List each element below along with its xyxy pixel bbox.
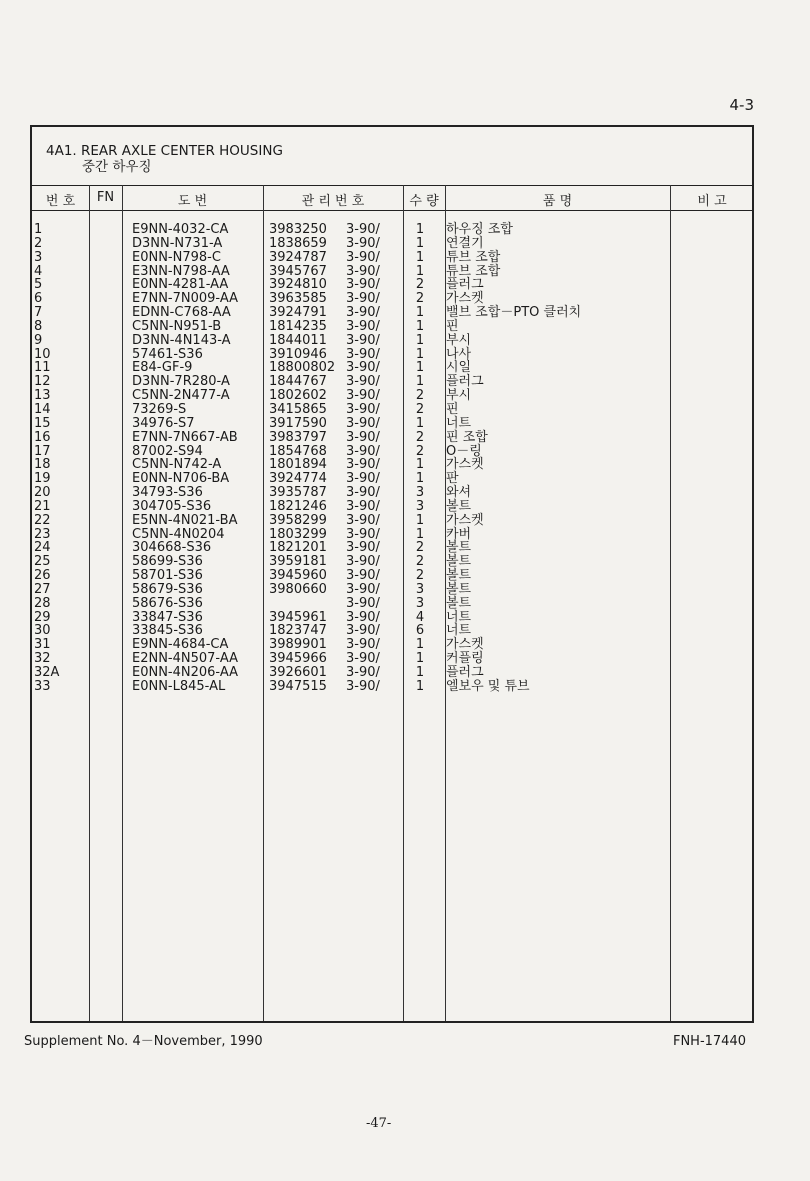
table-row xyxy=(32,403,752,417)
effective-date: 3-90/ xyxy=(346,305,380,321)
quantity: 4 xyxy=(415,609,425,625)
quantity: 3 xyxy=(415,595,425,611)
table-row xyxy=(32,223,752,237)
part-number: E0NN-N706-BA xyxy=(132,471,230,487)
effective-date: 3-90/ xyxy=(346,651,380,667)
effective-date: 3-90/ xyxy=(346,332,380,348)
row-number: 5 xyxy=(34,277,43,293)
supplement-note: Supplement No. 4－November, 1990 xyxy=(24,1034,263,1049)
section-title xyxy=(46,143,283,175)
part-number: D3NN-7R280-A xyxy=(132,374,230,390)
part-description: 튜브 조합 xyxy=(446,263,501,279)
table-row xyxy=(32,541,752,555)
quantity: 1 xyxy=(415,332,425,348)
quantity: 2 xyxy=(415,401,425,417)
quantity: 1 xyxy=(415,457,425,473)
part-number: E9NN-4032-CA xyxy=(132,222,229,237)
effective-date: 3-90/ xyxy=(346,249,380,265)
table-row xyxy=(32,431,752,445)
row-number: 15 xyxy=(34,415,51,431)
title-english: 4A1. REAR AXLE CENTER HOUSING xyxy=(46,143,283,159)
part-number: C5NN-2N477-A xyxy=(132,388,230,404)
part-number: 304705-S36 xyxy=(132,498,212,514)
row-number: 32 xyxy=(34,651,51,667)
management-number: 1821246 xyxy=(269,498,327,514)
quantity: 1 xyxy=(415,415,425,431)
management-number: 1803299 xyxy=(269,526,327,542)
part-description: 핀 조합 xyxy=(446,429,488,445)
row-number: 7 xyxy=(34,305,43,321)
table-row xyxy=(32,265,752,279)
table-row xyxy=(32,652,752,666)
quantity: 3 xyxy=(415,498,425,514)
table-row xyxy=(32,375,752,389)
management-number: 3924787 xyxy=(269,249,327,265)
table-row xyxy=(32,472,752,486)
quantity: 2 xyxy=(415,277,425,293)
table-row xyxy=(32,445,752,459)
row-number: 31 xyxy=(34,637,51,653)
effective-date: 3-90/ xyxy=(346,678,380,694)
row-number: 19 xyxy=(34,471,51,487)
quantity: 2 xyxy=(415,388,425,404)
effective-date: 3-90/ xyxy=(346,360,380,376)
part-description: 튜브 조합 xyxy=(446,249,501,265)
header-fn: FN xyxy=(96,190,115,205)
quantity: 2 xyxy=(415,540,425,556)
effective-date: 3-90/ xyxy=(346,568,380,584)
quantity: 2 xyxy=(415,554,425,570)
table-row xyxy=(32,251,752,265)
part-number: 34793-S36 xyxy=(132,485,203,501)
part-number: C5NN-N951-B xyxy=(132,318,222,334)
parts-table-frame xyxy=(30,125,754,1023)
quantity: 1 xyxy=(415,360,425,376)
management-number: 1854768 xyxy=(269,443,327,459)
part-description: 가스켓 xyxy=(446,291,484,307)
management-number: 1838659 xyxy=(269,235,327,251)
effective-date: 3-90/ xyxy=(346,498,380,514)
header-remarks: 비 고 xyxy=(697,194,727,209)
quantity: 1 xyxy=(415,305,425,321)
row-number: 29 xyxy=(34,609,51,625)
header-description: 품 명 xyxy=(542,194,573,209)
table-row xyxy=(32,638,752,652)
part-number: E84-GF-9 xyxy=(132,360,193,376)
management-number: 1802602 xyxy=(269,388,327,404)
quantity: 1 xyxy=(415,512,425,528)
effective-date: 3-90/ xyxy=(346,291,380,307)
header-mgmt-number: 관 리 번 호 xyxy=(301,194,365,209)
table-header xyxy=(32,185,752,211)
row-number: 26 xyxy=(34,568,51,584)
table-body xyxy=(32,223,752,694)
part-number: 58699-S36 xyxy=(132,554,203,570)
quantity: 1 xyxy=(415,637,425,653)
row-number: 27 xyxy=(34,581,51,597)
document-code: FNH-17440 xyxy=(672,1034,746,1049)
part-description: 너트 xyxy=(446,609,472,625)
row-number: 32A xyxy=(34,665,60,680)
part-description: 연결기 xyxy=(446,235,484,251)
effective-date: 3-90/ xyxy=(346,485,380,501)
part-description: 가스켓 xyxy=(446,457,484,473)
part-number: E7NN-7N667-AB xyxy=(132,429,238,445)
effective-date: 3-90/ xyxy=(346,526,380,542)
effective-date: 3-90/ xyxy=(346,581,380,597)
part-description: 볼트 xyxy=(446,498,472,514)
table-row xyxy=(32,334,752,348)
management-number: 3926601 xyxy=(269,665,327,680)
effective-date: 3-90/ xyxy=(346,637,380,653)
part-number: 57461-S36 xyxy=(132,346,203,362)
row-number: 12 xyxy=(34,374,51,390)
row-number: 14 xyxy=(34,401,51,417)
effective-date: 3-90/ xyxy=(346,665,380,680)
effective-date: 3-90/ xyxy=(346,554,380,570)
quantity: 3 xyxy=(415,581,425,597)
part-description: 플러그 xyxy=(446,277,484,293)
table-row xyxy=(32,597,752,611)
part-description: 엘보우 및 튜브 xyxy=(446,678,530,694)
part-number: 58701-S36 xyxy=(132,568,203,584)
table-row xyxy=(32,486,752,500)
part-description: 나사 xyxy=(446,346,472,362)
management-number: 3924810 xyxy=(269,277,327,293)
quantity: 1 xyxy=(415,471,425,487)
table-row xyxy=(32,500,752,514)
effective-date: 3-90/ xyxy=(346,595,380,611)
part-description: 너트 xyxy=(446,623,472,639)
table-row xyxy=(32,624,752,638)
management-number: 1814235 xyxy=(269,318,327,334)
header-no: 번 호 xyxy=(45,194,76,209)
part-number: 33847-S36 xyxy=(132,609,203,625)
row-number: 22 xyxy=(34,512,51,528)
management-number: 1823747 xyxy=(269,623,327,639)
part-description: 핀 xyxy=(446,401,459,417)
quantity: 1 xyxy=(415,374,425,390)
part-description: 볼트 xyxy=(446,595,472,611)
table-row xyxy=(32,680,752,694)
effective-date: 3-90/ xyxy=(346,415,380,431)
row-number: 1 xyxy=(34,222,43,237)
part-number: D3NN-N731-A xyxy=(132,235,223,251)
management-number: 3959181 xyxy=(269,554,327,570)
part-number: EDNN-C768-AA xyxy=(132,305,231,321)
table-row xyxy=(32,348,752,362)
table-row xyxy=(32,237,752,251)
row-number: 6 xyxy=(34,291,43,307)
part-number: E0NN-N798-C xyxy=(132,249,221,265)
row-number: 25 xyxy=(34,554,51,570)
management-number: 18800802 xyxy=(269,360,336,376)
table-row xyxy=(32,361,752,375)
row-number: 20 xyxy=(34,485,51,501)
effective-date: 3-90/ xyxy=(346,429,380,445)
management-number: 3983250 xyxy=(269,222,327,237)
part-number: 33845-S36 xyxy=(132,623,203,639)
page-number: 4-3 xyxy=(729,96,754,114)
table-row xyxy=(32,458,752,472)
quantity: 1 xyxy=(415,222,425,237)
part-number: 34976-S7 xyxy=(132,415,195,431)
quantity: 1 xyxy=(415,678,425,694)
management-number: 3924791 xyxy=(269,305,327,321)
row-number: 10 xyxy=(34,346,51,362)
management-number: 3415865 xyxy=(269,401,327,417)
effective-date: 3-90/ xyxy=(346,263,380,279)
table-row xyxy=(32,278,752,292)
row-number: 13 xyxy=(34,388,51,404)
quantity: 1 xyxy=(415,263,425,279)
management-number: 3935787 xyxy=(269,485,327,501)
part-description: 시일 xyxy=(446,360,472,376)
effective-date: 3-90/ xyxy=(346,609,380,625)
quantity: 1 xyxy=(415,526,425,542)
part-description: 가스켓 xyxy=(446,637,484,653)
part-description: 카버 xyxy=(446,526,472,542)
row-number: 24 xyxy=(34,540,51,556)
folio-number: -47- xyxy=(366,1116,392,1131)
quantity: 2 xyxy=(415,568,425,584)
part-number: C5NN-4N0204 xyxy=(132,526,225,542)
table-row xyxy=(32,611,752,625)
part-number: E2NN-4N507-AA xyxy=(132,651,238,667)
part-number: E0NN-L845-AL xyxy=(132,678,226,694)
row-number: 2 xyxy=(34,235,43,251)
management-number: 3983797 xyxy=(269,429,327,445)
management-number: 3980660 xyxy=(269,581,327,597)
table-row xyxy=(32,306,752,320)
table-row xyxy=(32,292,752,306)
table-row xyxy=(32,417,752,431)
part-number: E7NN-7N009-AA xyxy=(132,291,238,307)
part-number: E9NN-4684-CA xyxy=(132,637,229,653)
table-row xyxy=(32,555,752,569)
part-description: O－링 xyxy=(446,443,482,459)
effective-date: 3-90/ xyxy=(346,388,380,404)
management-number: 3947515 xyxy=(269,678,327,694)
table-row xyxy=(32,569,752,583)
management-number: 3963585 xyxy=(269,291,327,307)
part-number: E3NN-N798-AA xyxy=(132,263,230,279)
management-number: 3945961 xyxy=(269,609,327,625)
effective-date: 3-90/ xyxy=(346,318,380,334)
effective-date: 3-90/ xyxy=(346,346,380,362)
part-description: 가스켓 xyxy=(446,512,484,528)
row-number: 18 xyxy=(34,457,51,473)
row-number: 11 xyxy=(34,360,51,376)
part-number: E5NN-4N021-BA xyxy=(132,512,238,528)
quantity: 6 xyxy=(415,623,425,639)
row-number: 21 xyxy=(34,498,51,514)
row-number: 16 xyxy=(34,429,51,445)
part-description: 커플링 xyxy=(446,651,484,667)
table-row xyxy=(32,320,752,334)
effective-date: 3-90/ xyxy=(346,443,380,459)
quantity: 1 xyxy=(415,318,425,334)
header-part-number: 도 번 xyxy=(177,194,208,209)
row-number: 23 xyxy=(34,526,51,542)
management-number: 3989901 xyxy=(269,637,327,653)
title-korean: 중간 하우징 xyxy=(82,159,152,175)
row-number: 30 xyxy=(34,623,51,639)
table-row xyxy=(32,583,752,597)
row-number: 8 xyxy=(34,318,43,334)
row-number: 28 xyxy=(34,595,51,611)
part-description: 플러그 xyxy=(446,665,484,680)
effective-date: 3-90/ xyxy=(346,457,380,473)
effective-date: 3-90/ xyxy=(346,471,380,487)
header-quantity: 수 량 xyxy=(409,194,439,209)
management-number: 1801894 xyxy=(269,457,327,473)
quantity: 1 xyxy=(415,346,425,362)
quantity: 2 xyxy=(415,429,425,445)
effective-date: 3-90/ xyxy=(346,512,380,528)
quantity: 2 xyxy=(415,291,425,307)
part-description: 볼트 xyxy=(446,540,472,556)
part-number: C5NN-N742-A xyxy=(132,457,222,473)
management-number: 3924774 xyxy=(269,471,327,487)
part-description: 판 xyxy=(446,471,459,487)
management-number: 3945960 xyxy=(269,568,327,584)
table-row xyxy=(32,514,752,528)
part-number: 304668-S36 xyxy=(132,540,212,556)
part-description: 볼트 xyxy=(446,568,472,584)
part-description: 플러그 xyxy=(446,374,484,390)
effective-date: 3-90/ xyxy=(346,623,380,639)
row-number: 4 xyxy=(34,263,43,279)
row-number: 9 xyxy=(34,332,43,348)
management-number: 3910946 xyxy=(269,346,327,362)
quantity: 1 xyxy=(415,235,425,251)
management-number: 3958299 xyxy=(269,512,327,528)
part-description: 볼트 xyxy=(446,581,472,597)
part-description: 부시 xyxy=(446,388,472,404)
management-number: 3917590 xyxy=(269,415,327,431)
part-number: 87002-S94 xyxy=(132,443,203,459)
row-number: 3 xyxy=(34,249,43,265)
part-number: 58676-S36 xyxy=(132,595,203,611)
table-row xyxy=(32,528,752,542)
part-description: 볼트 xyxy=(446,554,472,570)
management-number: 1844767 xyxy=(269,374,327,390)
part-description: 하우징 조합 xyxy=(446,222,513,237)
management-number: 3945966 xyxy=(269,651,327,667)
part-number: 73269-S xyxy=(132,401,187,417)
management-number: 3945767 xyxy=(269,263,327,279)
part-description: 밸브 조합－PTO 클러치 xyxy=(446,305,582,321)
effective-date: 3-90/ xyxy=(346,235,380,251)
part-number: E0NN-4N206-AA xyxy=(132,665,238,680)
table-row xyxy=(32,389,752,403)
quantity: 3 xyxy=(415,485,425,501)
part-number: E0NN-4281-AA xyxy=(132,277,229,293)
row-number: 17 xyxy=(34,443,51,459)
management-number: 1821201 xyxy=(269,540,327,556)
part-description: 부시 xyxy=(446,332,472,348)
part-description: 핀 xyxy=(446,318,459,334)
part-number: 58679-S36 xyxy=(132,581,203,597)
effective-date: 3-90/ xyxy=(346,277,380,293)
quantity: 1 xyxy=(415,249,425,265)
quantity: 1 xyxy=(415,665,425,680)
quantity: 1 xyxy=(415,651,425,667)
part-description: 와셔 xyxy=(446,485,472,501)
effective-date: 3-90/ xyxy=(346,222,380,237)
effective-date: 3-90/ xyxy=(346,401,380,417)
table-row xyxy=(32,666,752,680)
row-number: 33 xyxy=(34,678,51,694)
effective-date: 3-90/ xyxy=(346,540,380,556)
part-description: 너트 xyxy=(446,415,472,431)
part-number: D3NN-4N143-A xyxy=(132,332,231,348)
management-number: 1844011 xyxy=(269,332,327,348)
quantity: 2 xyxy=(415,443,425,459)
effective-date: 3-90/ xyxy=(346,374,380,390)
